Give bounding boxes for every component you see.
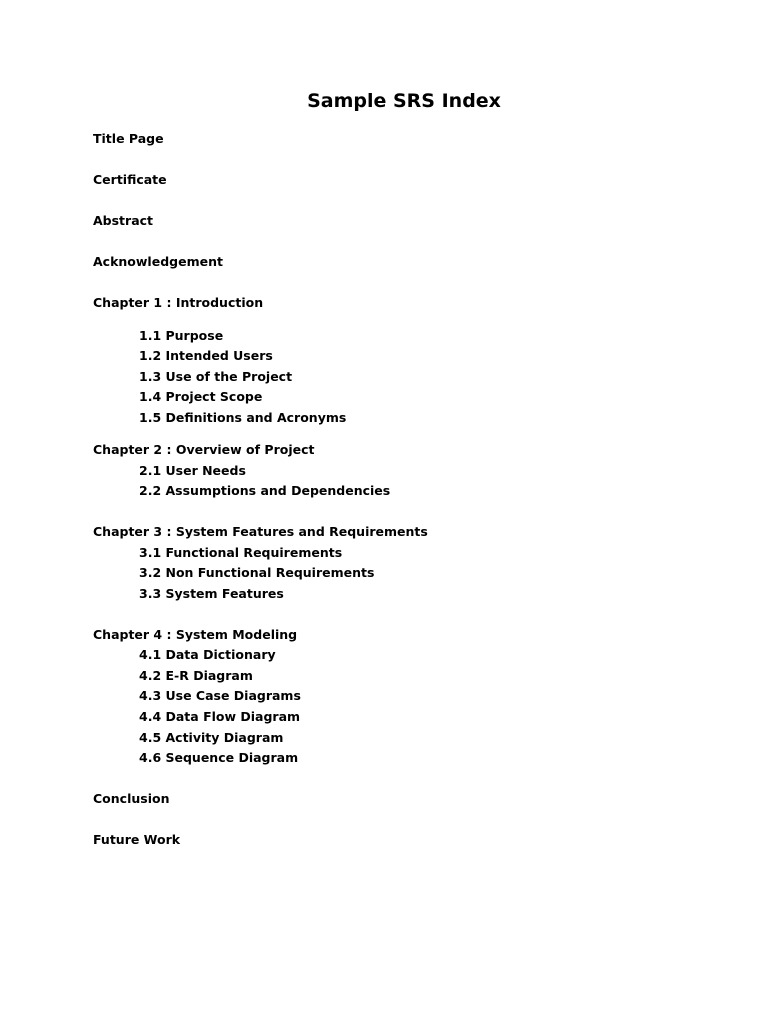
index-entry-future-work: Future Work	[93, 832, 181, 847]
section-4-1: 4.1 Data Dictionary	[139, 647, 276, 662]
section-4-6: 4.6 Sequence Diagram	[139, 750, 299, 765]
section-1-2: 1.2 Intended Users	[139, 348, 273, 363]
index-entry-conclusion: Conclusion	[93, 791, 170, 806]
chapter-3-heading: Chapter 3 : System Features and Requirements	[93, 524, 428, 539]
section-1-1: 1.1 Purpose	[139, 328, 224, 343]
section-1-4: 1.4 Project Scope	[139, 389, 263, 404]
chapter-2-heading: Chapter 2 : Overview of Project	[93, 442, 315, 457]
chapter-4-heading: Chapter 4 : System Modeling	[93, 627, 298, 642]
section-1-5: 1.5 Definitions and Acronyms	[139, 410, 347, 425]
section-2-2: 2.2 Assumptions and Dependencies	[139, 483, 391, 498]
section-4-5: 4.5 Activity Diagram	[139, 730, 284, 745]
section-3-3: 3.3 System Features	[139, 586, 284, 601]
section-1-3: 1.3 Use of the Project	[139, 369, 293, 384]
section-4-4: 4.4 Data Flow Diagram	[139, 709, 301, 724]
index-entry-abstract: Abstract	[93, 213, 154, 228]
index-entry-certificate: Certificate	[93, 172, 167, 187]
index-entry-acknowledgement: Acknowledgement	[93, 254, 223, 269]
section-4-2: 4.2 E-R Diagram	[139, 668, 253, 683]
section-4-3: 4.3 Use Case Diagrams	[139, 688, 301, 703]
chapter-1-heading: Chapter 1 : Introduction	[93, 295, 264, 310]
section-2-1: 2.1 User Needs	[139, 463, 246, 478]
section-3-2: 3.2 Non Functional Requirements	[139, 565, 375, 580]
section-3-1: 3.1 Functional Requirements	[139, 545, 343, 560]
page-title: Sample SRS Index	[307, 90, 501, 112]
index-entry-title-page: Title Page	[93, 131, 164, 146]
